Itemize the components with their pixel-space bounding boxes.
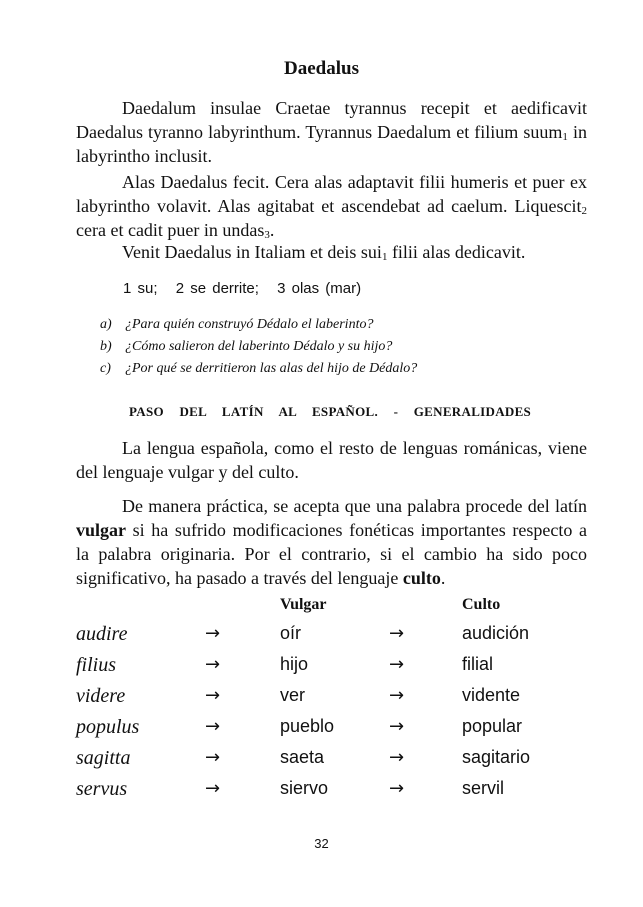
culto-word: servil bbox=[462, 778, 505, 798]
culto-word: audición bbox=[462, 623, 530, 643]
intro-paragraph-2 bbox=[76, 494, 587, 590]
emphasis-culto: culto bbox=[402, 568, 441, 588]
note-item: 3 olas (mar) bbox=[277, 280, 362, 297]
emphasis-vulgar: vulgar bbox=[76, 520, 127, 540]
note-item: 2 se derrite; bbox=[175, 280, 259, 297]
table-row bbox=[0, 654, 643, 684]
story-text: cera et cadit puer in undas bbox=[76, 220, 265, 240]
story-text: in labyrintho inclusit. bbox=[76, 122, 587, 166]
section-heading: PASO DEL LATÍN AL ESPAÑOL. - GENERALIDADES bbox=[129, 404, 532, 419]
story-text: Daedalum insulae Craetae tyrannus recepit et aedificavit Daedalus tyranno labyrinthum. Tyrannus Daedalum et filium suum bbox=[76, 98, 587, 142]
page-title: Daedalus bbox=[284, 58, 359, 79]
story-text: Alas Daedalus fecit. Cera alas adaptavit filii humeris et puer ex labyrintho volavit. Alas agitabat et ascendebat ad caelum. Liquescit bbox=[76, 172, 587, 216]
vulgar-word: oír bbox=[280, 623, 302, 643]
table-row bbox=[0, 685, 643, 715]
arrow-icon: → bbox=[389, 747, 405, 768]
culto-word: popular bbox=[462, 716, 523, 736]
question-text: ¿Para quién construyó Dédalo el laberinto? bbox=[125, 317, 374, 332]
culto-word: sagitario bbox=[462, 747, 531, 767]
footnote-ref: 1 bbox=[562, 131, 568, 143]
intro-text: La lengua española, como el resto de lenguas románicas, viene del lenguaje vulgar y del culto. bbox=[76, 438, 587, 482]
question-item bbox=[100, 314, 417, 336]
latin-word: sagitta bbox=[76, 747, 131, 769]
latin-word: populus bbox=[76, 716, 140, 738]
latin-word: audire bbox=[76, 623, 128, 645]
vulgar-word: saeta bbox=[280, 747, 325, 767]
question-list bbox=[100, 314, 417, 380]
story-text: Venit Daedalus in Italiam et deis sui bbox=[122, 242, 382, 262]
story-paragraph-1 bbox=[76, 96, 587, 168]
footnote-ref: 1 bbox=[381, 251, 388, 263]
story-paragraph-3 bbox=[76, 240, 587, 264]
vocabulary-notes bbox=[123, 280, 373, 297]
intro-paragraph-1 bbox=[76, 436, 587, 484]
vulgar-word: siervo bbox=[280, 778, 329, 798]
footnote-ref: 2 bbox=[581, 205, 587, 217]
intro-text: . bbox=[440, 568, 446, 588]
question-text: ¿Por qué se derritieron las alas del hijo de Dédalo? bbox=[125, 361, 418, 376]
vulgar-word: ver bbox=[280, 685, 306, 705]
vulgar-word: pueblo bbox=[280, 716, 335, 736]
intro-text: De manera práctica, se acepta que una palabra procede del latín bbox=[122, 496, 587, 516]
latin-word: filius bbox=[76, 654, 117, 676]
vulgar-word: hijo bbox=[280, 654, 309, 674]
question-item bbox=[100, 358, 417, 380]
latin-word: videre bbox=[76, 685, 126, 707]
intro-text: si ha sufrido modificaciones fonéticas importantes respecto a la palabra originaria. Por el contrario, si el cambio ha sido poco significativo, ha pasado a través del lenguaje bbox=[76, 520, 587, 588]
culto-word: filial bbox=[462, 654, 494, 674]
arrow-icon: → bbox=[205, 654, 221, 675]
question-item bbox=[100, 336, 417, 358]
culto-word: vidente bbox=[462, 685, 521, 705]
column-header-culto: Culto bbox=[462, 596, 501, 613]
table-row bbox=[0, 623, 643, 653]
arrow-icon: → bbox=[389, 778, 405, 799]
story-paragraph-2 bbox=[76, 170, 587, 242]
arrow-icon: → bbox=[205, 747, 221, 768]
arrow-icon: → bbox=[389, 685, 405, 706]
story-text: filii alas dedicavit. bbox=[387, 242, 526, 262]
latin-word: servus bbox=[76, 778, 128, 800]
arrow-icon: → bbox=[389, 623, 405, 644]
arrow-icon: → bbox=[389, 716, 405, 737]
page-number: 32 bbox=[314, 836, 329, 851]
table-row bbox=[0, 778, 643, 808]
arrow-icon: → bbox=[205, 778, 221, 799]
story-text: . bbox=[269, 220, 275, 240]
note-item: 1 su; bbox=[123, 280, 158, 297]
arrow-icon: → bbox=[205, 623, 221, 644]
column-header-vulgar: Vulgar bbox=[280, 596, 327, 613]
table-row bbox=[0, 747, 643, 777]
question-text: ¿Cómo salieron del laberinto Dédalo y su hijo? bbox=[125, 339, 393, 354]
question-label: c) bbox=[100, 361, 111, 376]
question-label: a) bbox=[100, 317, 112, 332]
question-label: b) bbox=[100, 339, 112, 354]
table-row bbox=[0, 716, 643, 746]
arrow-icon: → bbox=[389, 654, 405, 675]
arrow-icon: → bbox=[205, 716, 221, 737]
footnote-ref: 3 bbox=[264, 229, 270, 241]
arrow-icon: → bbox=[205, 685, 221, 706]
